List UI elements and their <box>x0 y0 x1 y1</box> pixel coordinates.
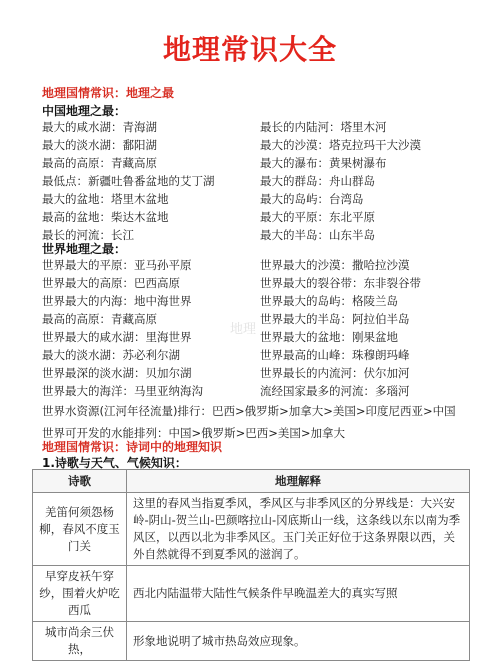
list-item-right: 世界最大的岛屿：格陵兰岛 <box>260 294 398 308</box>
list-item-left: 最低点：新疆吐鲁番盆地的艾丁湖 <box>42 174 215 188</box>
table-header-row <box>33 470 470 493</box>
list-item <box>42 190 482 208</box>
list-item-left: 世界最大的咸水湖：里海世界 <box>42 330 192 344</box>
poem-cell: 城市尚余三伏热， <box>33 622 127 661</box>
table-row <box>33 493 470 566</box>
list-item <box>42 208 482 226</box>
watermark: 地理 <box>230 322 257 337</box>
section-heading-poetry: 地理国情常识：诗词中的地理知识 <box>42 440 223 454</box>
list-item-right: 最大的岛屿：台湾岛 <box>260 192 364 206</box>
list-item <box>42 310 482 328</box>
list-item <box>42 154 482 172</box>
list-item-right: 世界最高的山峰：珠穆朗玛峰 <box>260 348 410 362</box>
list-item-left: 最大的淡水湖：鄱阳湖 <box>42 138 157 152</box>
page-title: 地理常识大全 <box>162 33 337 66</box>
hydropower-ranking: 世界可开发的水能排列：中国>俄罗斯>巴西>美国>加拿大 <box>42 426 346 440</box>
list-item-left: 最大的盆地：塔里木盆地 <box>42 192 169 206</box>
explanation-cell: 这里的春风当指夏季风，季风区与非季风区的分界线是：大兴安岭-阴山-贺兰山-巴颜喀拉山-冈底斯山一线，这条线以东以南为季风区，以西以北为非季风区。玉门关正好位于这条界限以西，关外自然就得不到夏季风的滋润了。 <box>127 493 470 566</box>
world-superlatives-grid <box>42 256 482 400</box>
world-superlatives-heading: 世界地理之最： <box>42 242 127 256</box>
list-item-left: 最大的咸水湖：青海湖 <box>42 120 157 134</box>
section-heading-superlatives: 地理国情常识：地理之最 <box>42 86 175 100</box>
list-item <box>42 274 482 292</box>
column-header-explanation: 地理解释 <box>127 470 470 493</box>
list-item <box>42 328 482 346</box>
list-item-right: 最大的平原：东北平原 <box>260 210 375 224</box>
list-item <box>42 382 482 400</box>
list-item-right: 最大的沙漠：塔克拉玛干大沙漠 <box>260 138 421 152</box>
table-row <box>33 622 470 661</box>
poetry-geography-table <box>32 469 470 661</box>
list-item-left: 最大的淡水湖：苏必利尔湖 <box>42 348 180 362</box>
list-item-left: 最长的河流：长江 <box>42 228 134 242</box>
column-header-poem: 诗歌 <box>33 470 127 493</box>
list-item-right: 世界最大的裂谷带：东非裂谷带 <box>260 276 421 290</box>
list-item-left: 最高的高原：青藏高原 <box>42 156 157 170</box>
poem-cell: 早穿皮袄午穿纱，围着火炉吃西瓜 <box>33 566 127 622</box>
china-superlatives-grid <box>42 118 482 244</box>
water-resource-ranking: 世界水资源(江河年径流量)排行：巴西>俄罗斯>加拿大>美国>印度尼西亚>中国 <box>42 404 456 418</box>
list-item-left: 最高的高原：青藏高原 <box>42 312 157 326</box>
list-item-right: 世界最大的半岛：阿拉伯半岛 <box>260 312 410 326</box>
list-item-right: 世界最大的沙漠：撒哈拉沙漠 <box>260 258 410 272</box>
list-item-left: 世界最深的淡水湖：贝加尔湖 <box>42 366 192 380</box>
china-superlatives-heading: 中国地理之最： <box>42 104 127 118</box>
explanation-cell: 西北内陆温带大陆性气候条件早晚温差大的真实写照 <box>127 566 470 622</box>
list-item-right: 流经国家最多的河流：多瑙河 <box>260 384 410 398</box>
list-item-right: 最大的瀑布：黄果树瀑布 <box>260 156 387 170</box>
list-item-left: 世界最大的海洋：马里亚纳海沟 <box>42 384 203 398</box>
list-item-right: 世界最大的盆地：刚果盆地 <box>260 330 398 344</box>
list-item <box>42 292 482 310</box>
list-item <box>42 364 482 382</box>
list-item <box>42 346 482 364</box>
list-item-left: 世界最大的内海：地中海世界 <box>42 294 192 308</box>
poem-cell: 羌笛何须怨杨柳，春风不度玉门关 <box>33 493 127 566</box>
list-item-left: 最高的盆地：柴达木盆地 <box>42 210 169 224</box>
list-item <box>42 256 482 274</box>
poetry-weather-subheading: 1.诗歌与天气、气候知识： <box>42 456 187 470</box>
list-item-left: 世界最大的平原：亚马孙平原 <box>42 258 192 272</box>
table-row <box>33 566 470 622</box>
list-item-right: 世界最长的内流河：伏尔加河 <box>260 366 410 380</box>
list-item-right: 最长的内陆河：塔里木河 <box>260 120 387 134</box>
list-item <box>42 136 482 154</box>
list-item-right: 最大的群岛：舟山群岛 <box>260 174 375 188</box>
list-item <box>42 118 482 136</box>
list-item-left: 世界最大的高原：巴西高原 <box>42 276 180 290</box>
list-item <box>42 172 482 190</box>
explanation-cell: 形象地说明了城市热岛效应现象。 <box>127 622 470 661</box>
list-item-right: 最大的半岛：山东半岛 <box>260 228 375 242</box>
